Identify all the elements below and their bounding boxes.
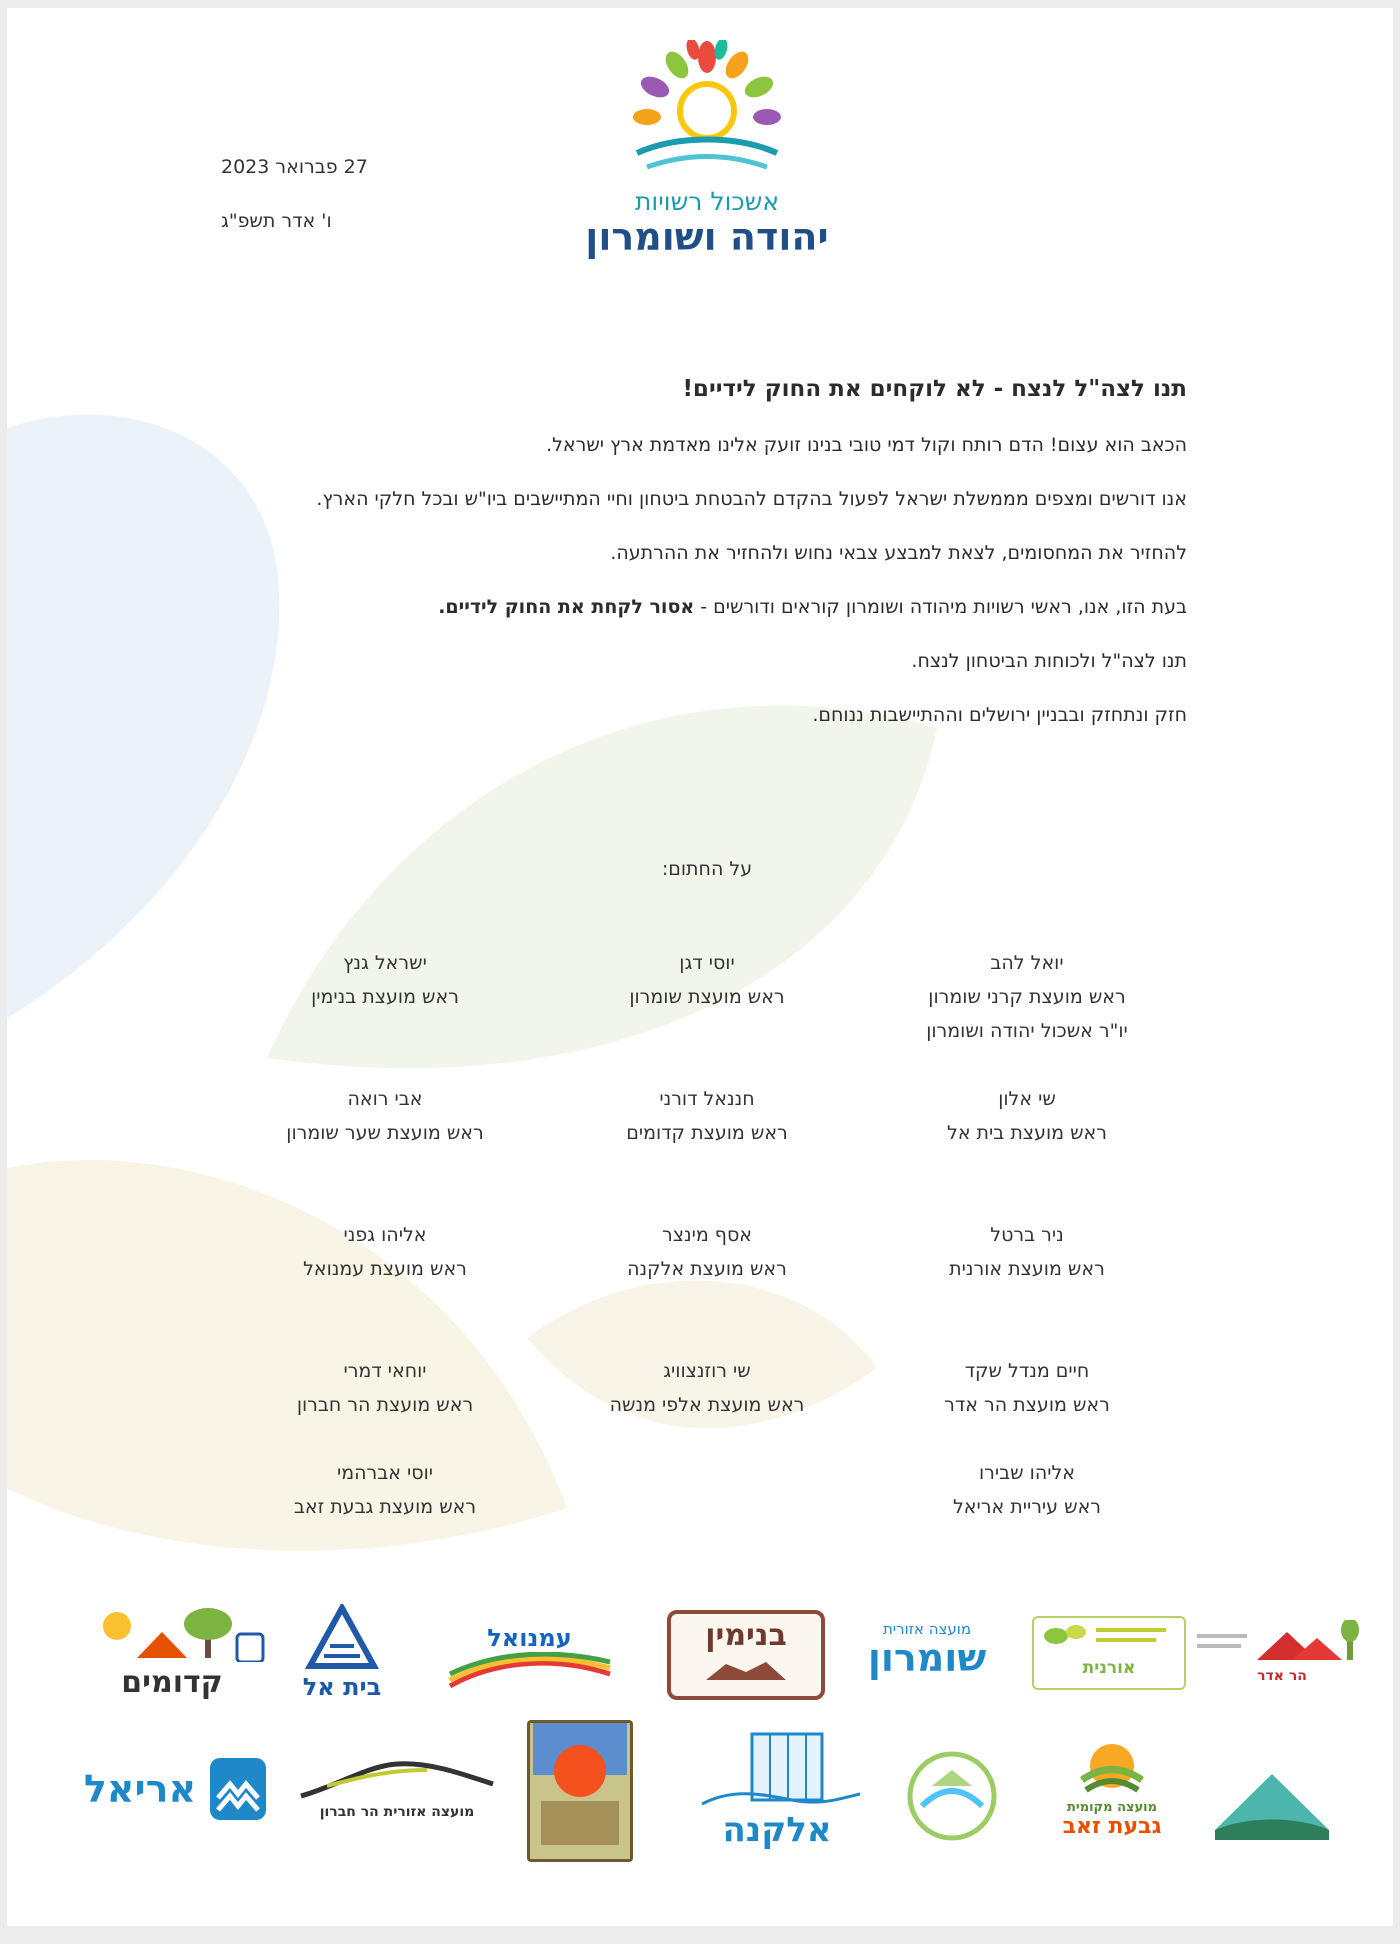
shomron-logo — [847, 1620, 1007, 1690]
signatory-name: אסף מינצר — [662, 1224, 752, 1246]
sun-flower-icon — [622, 40, 792, 190]
ariel-emblem-icon — [206, 1754, 270, 1824]
signatory — [557, 1082, 857, 1150]
signatory-role: ראש מועצת אורנית — [949, 1258, 1105, 1280]
signatory-name: יוסי דגן — [679, 952, 735, 974]
signatory-role: ראש מועצת גבעת זאב — [293, 1496, 477, 1518]
paragraph-2: אנו דורשים ומצפים מממשלת ישראל לפעול בהקדם להבטחת ביטחון וחיי המתיישבים ביו"ש ובכל חלקי הארץ. — [316, 488, 1187, 510]
ariel-logo — [77, 1754, 277, 1844]
shomron-logo-small: מועצה אזורית — [882, 1620, 972, 1638]
signatory-name: יוחאי דמרי — [343, 1360, 427, 1382]
binyamin-logo — [667, 1610, 825, 1700]
shomron-logo-text: שומרון — [867, 1636, 987, 1680]
signatory-role: ראש מועצת בית אל — [947, 1122, 1107, 1144]
signed-by-label: על החתום: — [661, 858, 753, 880]
letter-title: תנו לצה"ל לנצח - לא לוקחים את החוק לידיים! — [682, 376, 1187, 402]
signatory — [877, 946, 1177, 1048]
rainbow-waves-icon — [440, 1652, 620, 1692]
har-adar-logo-text: הר אדר — [1257, 1668, 1307, 1684]
oranit-logo-text: אורנית — [1082, 1658, 1136, 1678]
signatory-role: ראש מועצת שער שומרון — [286, 1122, 484, 1144]
oranit-logo — [1032, 1616, 1186, 1690]
signatory-name: חננאל דורני — [659, 1088, 755, 1110]
letter-body — [217, 372, 1187, 752]
signatory-role: ראש מועצת קדומים — [626, 1122, 788, 1144]
green-leaves-icon — [1036, 1618, 1182, 1654]
signatory — [235, 946, 535, 1014]
signatory-role: ראש מועצת קרני שומרון — [928, 986, 1126, 1008]
emanuel-logo — [437, 1624, 622, 1694]
signatory — [235, 1456, 535, 1524]
paragraph-4-bold: אסור לקחת את החוק לידיים. — [438, 596, 695, 618]
signatory — [877, 1218, 1177, 1286]
signatory-name: חיים מנדל שקד — [964, 1360, 1090, 1382]
signatory-name: יואל להב — [990, 952, 1064, 974]
building-icon — [692, 1728, 862, 1808]
paragraph-6: חזק ונתחזק ובבניין ירושלים וההתיישבות ננוחם. — [812, 704, 1187, 726]
signatory-name: ישראל גנץ — [343, 952, 427, 974]
elkana-logo — [687, 1728, 867, 1854]
signatory-name: אליהו גפני — [343, 1224, 427, 1246]
signatory-role: ראש מועצת שומרון — [629, 986, 785, 1008]
signatory — [557, 946, 857, 1014]
alfei-menashe-logo — [902, 1746, 1002, 1846]
kedumim-logo-text: קדומים — [121, 1665, 223, 1700]
signatory-role: ראש מועצת הר חברון — [296, 1394, 474, 1416]
binyamin-logo-text: בנימין — [705, 1618, 787, 1653]
ladder-triangle-icon — [302, 1604, 382, 1670]
har-hevron-logo-text: מועצה אזורית הר חברון — [319, 1804, 475, 1820]
paragraph-4 — [217, 590, 1187, 624]
signatory-role: ראש מועצת הר אדר — [944, 1394, 1110, 1416]
signatory-name: יוסי אברהמי — [336, 1462, 434, 1484]
signatory-role: ראש עיריית אריאל — [953, 1496, 1101, 1518]
paragraph-5: תנו לצה"ל ולכוחות הביטחון לנצח. — [911, 650, 1187, 672]
signatory-name: שי רוזנצוויג — [663, 1360, 751, 1382]
elkana-logo-text: אלקנה — [722, 1810, 832, 1850]
house-tree-icon — [77, 1602, 267, 1662]
har-hevron-logo — [297, 1756, 497, 1836]
signatory-name: ניר ברטל — [990, 1224, 1064, 1246]
signatory — [235, 1354, 535, 1422]
har-adar-logo — [1197, 1620, 1367, 1690]
oranit-emblem-logo — [527, 1720, 633, 1862]
paragraph-1: הכאב הוא עצום! הדם רותח וקול דמי טובי בנינו זועק אלינו מאדמת ארץ ישראל. — [546, 434, 1187, 456]
paragraph-4-text: בעת הזו, אנו, ראשי רשויות מיהודה ושומרון קוראים ודורשים - — [694, 596, 1187, 618]
signatory-role: ראש מועצת אלפי מנשה — [609, 1394, 805, 1416]
har-adar-mountain-logo — [1207, 1768, 1337, 1858]
sun-over-hills-icon — [533, 1723, 627, 1853]
ariel-logo-row — [77, 1754, 277, 1824]
signatory — [557, 1218, 857, 1286]
ariel-logo-text: אריאל — [83, 1767, 197, 1811]
kedumim-logo — [77, 1602, 267, 1706]
signatory-name: אבי רואה — [347, 1088, 423, 1110]
municipality-logos — [57, 1598, 1377, 1908]
signatory — [877, 1354, 1177, 1422]
red-roofs-icon — [1197, 1620, 1367, 1664]
wolf-icon — [686, 1658, 806, 1684]
signatory — [235, 1082, 535, 1150]
logo-line-2: יהודה ושומרון — [585, 215, 829, 259]
signatory-role-2: יו"ר אשכול יהודה ושומרון — [926, 1020, 1128, 1042]
signatory-name: אליהו שבירו — [979, 1462, 1075, 1484]
beit-el-logo-text: בית אל — [302, 1673, 382, 1701]
letter-page — [7, 8, 1393, 1926]
date-block — [221, 156, 421, 264]
hills-line-icon — [297, 1756, 497, 1800]
signatory-role: ראש מועצת עמנואל — [303, 1258, 467, 1280]
signatory — [557, 1354, 857, 1422]
mountain-icon — [1207, 1768, 1337, 1848]
signatory — [877, 1082, 1177, 1150]
emanuel-logo-text: עמנואל — [487, 1624, 572, 1652]
givat-zeev-logo — [1057, 1736, 1167, 1856]
signatory-role: ראש מועצת בנימין — [311, 986, 459, 1008]
cluster-logo — [577, 40, 837, 260]
gregorian-date: 27 פברואר 2023 — [221, 156, 368, 178]
givat-zeev-logo-text: גבעת זאב — [1062, 1814, 1162, 1839]
signatory-role: ראש מועצת אלקנה — [627, 1258, 787, 1280]
signatory — [235, 1218, 535, 1286]
givat-zeev-logo-small: מועצה מקומית — [1066, 1800, 1158, 1815]
paragraph-3: להחזיר את המחסומים, לצאת למבצע צבאי נחוש ולהחזיר את ההרתעה. — [610, 542, 1187, 564]
hebrew-date: ו' אדר תשפ"ג — [221, 210, 332, 232]
circular-emblem-icon — [902, 1746, 1002, 1846]
signatory — [877, 1456, 1177, 1524]
signatory-name: שי אלון — [998, 1088, 1056, 1110]
sunrise-icon — [1072, 1736, 1152, 1796]
logo-line-1: אשכול רשויות — [634, 187, 780, 216]
beit-el-logo — [297, 1604, 387, 1704]
